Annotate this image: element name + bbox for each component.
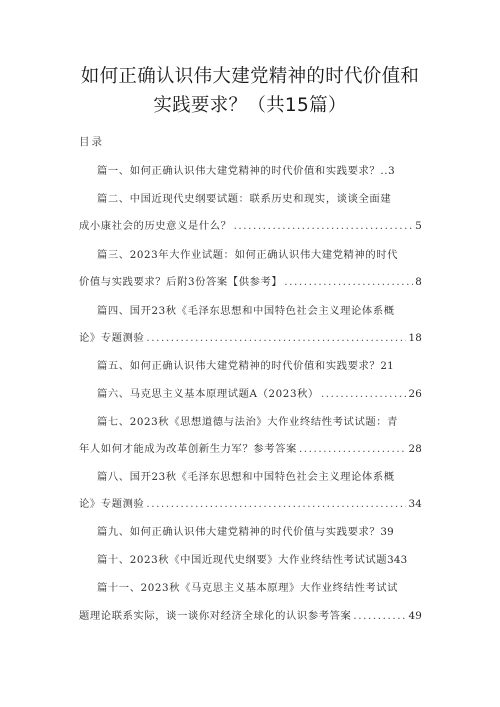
toc-entry-page: 49 bbox=[408, 610, 422, 622]
toc-entry-2-continuation[interactable] bbox=[79, 219, 422, 233]
toc-entry-text: 篇十、2023秋《中国近现代史纲要》大作业终结性考试试题 bbox=[97, 554, 388, 566]
toc-entry-11[interactable] bbox=[97, 581, 398, 595]
toc-entry-11-continuation[interactable] bbox=[79, 609, 422, 623]
toc-entry-page: 8 bbox=[415, 276, 422, 288]
toc-entry-text: 价值与实践要求？后附3份答案【供参考】 bbox=[79, 276, 283, 288]
toc-entry-page: 3 bbox=[388, 165, 395, 177]
toc-entry-text: 篇五、如何正确认识伟大建党精神的时代价值和实践要求？ bbox=[97, 360, 381, 372]
toc-entry-4[interactable] bbox=[97, 304, 395, 318]
toc-leader-dots bbox=[146, 331, 406, 345]
toc-entry-text: 篇九、如何正确认识伟大建党精神的时代价值与实践要求？ bbox=[97, 526, 381, 538]
toc-entry-text: 年人如何才能成为改革创新生力军？参考答案 bbox=[79, 443, 297, 455]
toc-entry-7-continuation[interactable] bbox=[79, 442, 422, 456]
toc-entry-5[interactable] bbox=[97, 359, 394, 373]
toc-entry-page: 5 bbox=[415, 220, 422, 232]
toc-entry-text: 篇七、2023秋《思想道德与法治》大作业终结性考试试题：青 bbox=[97, 416, 399, 428]
toc-heading: 目录 bbox=[79, 136, 104, 148]
toc-entry-page: 18 bbox=[408, 332, 422, 344]
toc-leader-dots bbox=[234, 219, 414, 233]
toc-entry-7[interactable] bbox=[97, 415, 398, 429]
toc-entry-3-continuation[interactable] bbox=[79, 275, 422, 289]
toc-entry-text: 篇一、如何正确认识伟大建党精神的时代价值和实践要求？.. bbox=[97, 165, 389, 177]
toc-entry-text: 篇三、2023年大作业试题：如何正确认识伟大建党精神的时代 bbox=[97, 249, 399, 261]
toc-entry-4-continuation[interactable] bbox=[79, 331, 422, 345]
toc-entry-text: 篇六、马克思主义基本原理试题A（2023秋） bbox=[97, 388, 319, 400]
toc-entry-1[interactable] bbox=[97, 164, 395, 178]
toc-entry-page: 21 bbox=[380, 360, 394, 372]
toc-leader-dots bbox=[299, 442, 407, 456]
toc-entry-text: 篇八、国开23秋《毛泽东思想和中国特色社会主义理论体系概 bbox=[97, 471, 395, 483]
toc-entry-10[interactable] bbox=[97, 553, 407, 567]
toc-entry-9[interactable] bbox=[97, 525, 394, 539]
document-title-line-2: 实践要求？（共15篇） bbox=[153, 95, 347, 116]
toc-entry-3[interactable] bbox=[97, 248, 398, 262]
toc-entry-page: 26 bbox=[408, 388, 422, 400]
toc-entry-page: 343 bbox=[387, 554, 408, 566]
toc-entry-text: 篇十一、2023秋《马克思主义基本原理》大作业终结性考试试 bbox=[97, 582, 399, 594]
toc-leader-dots bbox=[321, 387, 407, 401]
toc-entry-text: 篇二、中国近现代史纲要试题：联系历史和现实，谈谈全面建 bbox=[97, 193, 392, 205]
toc-entry-8-continuation[interactable] bbox=[79, 497, 422, 511]
toc-entry-8[interactable] bbox=[97, 470, 395, 484]
toc-entry-text: 论》专题测验 bbox=[79, 498, 145, 510]
toc-leader-dots bbox=[284, 275, 413, 289]
toc-entry-text: 论》专题测验 bbox=[79, 332, 145, 344]
toc-entry-page: 28 bbox=[408, 443, 422, 455]
toc-entry-text: 题理论联系实际，谈一谈你对经济全球化的认识参考答案 bbox=[79, 610, 352, 622]
toc-leader-dots bbox=[146, 497, 406, 511]
toc-entry-page: 34 bbox=[408, 498, 422, 510]
document-title-line-1: 如何正确认识伟大建党精神的时代价值和 bbox=[80, 66, 420, 87]
toc-entry-6[interactable] bbox=[97, 387, 422, 401]
toc-entry-2[interactable] bbox=[97, 192, 391, 206]
toc-entry-text: 成小康社会的历史意义是什么？ bbox=[79, 220, 232, 232]
toc-leader-dots bbox=[353, 609, 406, 623]
toc-entry-page: 39 bbox=[380, 526, 394, 538]
toc-entry-text: 篇四、国开23秋《毛泽东思想和中国特色社会主义理论体系概 bbox=[97, 305, 395, 317]
